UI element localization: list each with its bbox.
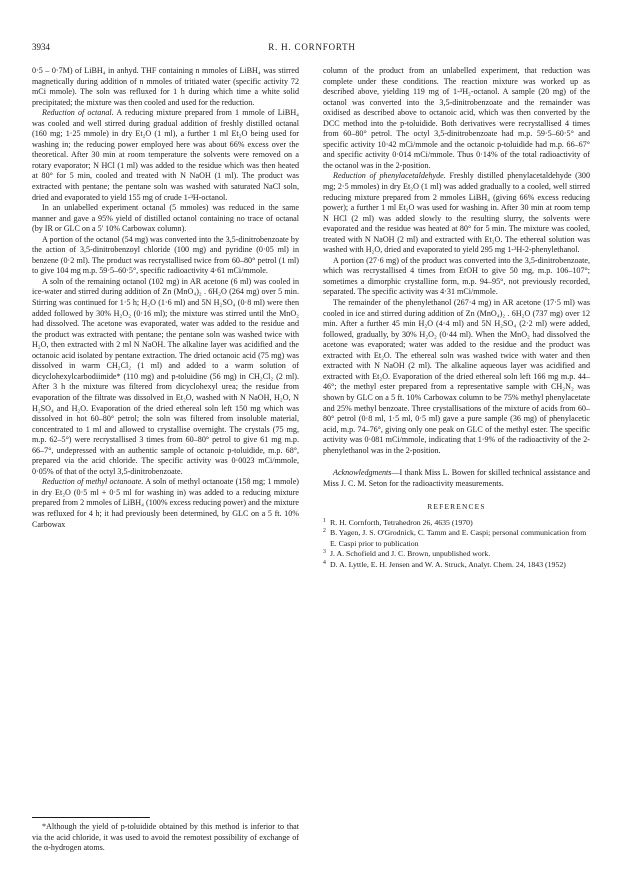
- reference-item: [323, 549, 590, 559]
- page-header: [32, 40, 592, 54]
- paragraph-oxidation-phenylethanol: The remainder of the phenylethanol (267·4 mg) in AR acetone (17·5 ml) was cooled in ice and stirred during addition of Zn (MnO₄)₂ . 6H₂O (737 mg) over 12 min. After a further 45 min H₂O (4·4 ml) and 5N H₂SO₄ (2·2 ml) were added, followed, gradually, by 30% H₂O₂ (0·44 ml). When the MnO₂ had dissolved the acetone was evaporated; water was added to the residue and the product was extracted with Et₂O. The ethereal soln was washed twice with water and then extracted with N NaOH (2 ml). The alkaline aqueous layer was acidified and extracted with Et₂O. Evaporation of the dried ethereal soln left 166 mg m.p. 44–46°; the methyl ester prepared from a representative sample with CH₂N₂ was shown by GLC on a 5 ft. 10% Carbowax column to be 75% methyl phenylacetate and 25% methyl benzoate. Three crystallisations of the mixture of acids from 60–80° petrol (0·8 ml, 1·5 ml, 0·5 ml) gave a pure sample (36 mg) of phenylacetic acid, m.p. 74–76°, giving only one peak on GLC of the methyl ester. The specific activity was 0·081 mCi/mmole, indicating that 1·9% of the radioactivity of the 2-phenylethanol was in the 2-position.: [323, 298, 590, 455]
- paragraph-reduction-octanal: [32, 108, 299, 203]
- left-column: [32, 66, 299, 530]
- reference-number: 4: [323, 559, 326, 566]
- running-head-author: R. H. CORNFORTH: [268, 42, 356, 52]
- paragraph-dinitrobenzoate: A portion of the octanol (54 mg) was converted into the 3,5-dinitrobenzoate by the action of 3,5-dinitrobenzoyl chloride (100 mg) and pyridine (0·05 ml) in benzene (0·2 ml). The product was recrystallised twice from 60–80° petrol (1 ml) to give 104 mg m.p. 59·5–60·5°, specific radioactivity 4·61 mCi/mmole.: [32, 234, 299, 276]
- paragraph-reduction-phenylacetaldehyde: [323, 171, 590, 255]
- reference-text: J. A. Schofield and J. C. Brown, unpublished work.: [330, 549, 491, 559]
- references-list: [323, 518, 590, 570]
- acknowledgments-heading: Acknowledgments: [333, 468, 392, 478]
- paragraph-dinitrobenzoate-phenylethyl: A portion (27·6 mg) of the product was converted into the 3,5-dinitrobenzoate, which was recrystallised 4 times from EtOH to give 50 mg, m.p. 106–107°; sometimes a dimorphic crystalline form, m.p. 94–95°, not previously recorded, separated. The specific activity was 4·31 mCi/mmole.: [323, 255, 590, 297]
- paragraph-unlabelled-experiment: In an unlabelled experiment octanal (5 mmoles) was reduced in the same manner and gave a 95% yield of distilled octanol containing no trace of octanal (by IR or GLC on a 5' 10% Carbowax column).: [32, 203, 299, 234]
- paragraph-continuation: column of the product from an unlabelled experiment, that reduction was complete under these conditions. The reaction mixture was worked up as described above, yielding 119 mg of 1-³H₂-octanol. A sample (20 mg) of the octanol was converted into the 3,5-dinitrobenzoate and the remainder was oxidised as described above to octanoic acid, which was then converted by the DCC method into the p-toluidide. Both derivatives were recrystallised 4 times from 60–80° petrol. The octyl 3,5-dinitrobenzoate had m.p. 59·5–60·5° and specific activity 10·42 mCi/mmole and the octanoic p-toluidide had m.p. 66–67° and specific activity 0·014 mCi/mmole. Thus 0·14% of the total radioactivity of the octanol was in the 2-position.: [323, 66, 590, 170]
- paragraph-text: A reducing mixture prepared from 1 mmole of LiBH₄ was cooled and well stirred during gradual addition of freshly distilled octanal (160 mg; 1·25 mmole) in dry Et₂O (1 ml), a further 1 ml Et₂O being used for washing in; the reducing power employed here was about 66% excess over the theoretical. After 30 min at room temperature the solvents were removed on a rotary evaporator; N HCl (1 ml) was added to the residue which was then heated at 80° for 5 min, cooled and treated with N NaOH (1 ml). The product was extracted with pentane; the pentane soln was washed with saturated NaCl soln, dried and evaporated to yield 155 mg of crude 1-³H-octanol.: [32, 108, 299, 202]
- acknowledgments-text: —I thank Miss L. Bowen for skilled technical assistance and Miss J. C. M. Seton for the radioactivity measurements.: [323, 468, 590, 488]
- reference-text: R. H. Cornforth, Tetrahedron 26, 4635 (1970): [330, 517, 473, 527]
- right-column: [323, 66, 590, 570]
- reference-text: D. A. Lyttle, E. H. Jensen and W. A. Struck, Analyt. Chem. 24, 1843 (1952): [330, 559, 566, 569]
- reference-item: [323, 560, 590, 570]
- reference-number: 1: [323, 517, 326, 524]
- reference-item: [323, 518, 590, 528]
- references-title: REFERENCES: [427, 502, 486, 512]
- footnote-text: *Although the yield of p-toluidide obtained by this method is inferior to that via the acid chloride, it was used to avoid the remotest possibility of exchange of the α-hydrogen atoms.: [32, 822, 299, 853]
- subheading-reduction-phenylacetaldehyde: Reduction of phenylacetaldehyde.: [333, 171, 446, 181]
- reference-text: B. Yagen, J. S. O'Grodnick, C. Tamm and E. Caspi; personal communication from E. Caspi prior to publication: [330, 528, 587, 548]
- reference-item: [323, 528, 590, 549]
- paragraph-libh4-preparation: 0·5 – 0·7M) of LiBH₄ in anhyd. THF containing n mmoles of LiBH₄ was stirred magnetically during addition of n mmoles of tritiated water (specific activity 72 mCi mmole). The soln was refluxed for 1 h during which time a white solid precipitated; the mixture was then cooled and used for the reduction.: [32, 66, 299, 107]
- reference-number: 2: [323, 528, 326, 535]
- footnote-divider: [32, 817, 150, 818]
- paragraph-oxidation-octanol: A soln of the remaining octanol (102 mg) in AR acetone (6 ml) was cooled in ice-water and stirred during addition of Zn (MnO₄)₂ . 6H₂O (264 mg) over 5 min. Stirring was continued for 1·5 h; H₂O (1·6 ml) and 5N H₂SO₄ (0·8 ml) were then added followed by 30% H₂O₂ (0·16 ml); the mixture was stirred until the MnO₂ had dissolved. The acetone was evaporated, water was added to the residue and the product was extracted with pentane; the pentane soln was washed twice with H₂O, then extracted with 2 ml N NaOH. The alkaline layer was acidified and the octanoic acid isolated by pentane extraction. The dried octanoic acid (75 mg) was dissolved in warm CH₂Cl₂ (1 ml) and added to a warm solution of dicyclohexylcarbodiimide* (110 mg) and p-toluidine (56 mg) in CH₂Cl₂ (2 ml). After 3 h the mixture was filtered from dicyclohexyl urea; the residue from evaporation of the filtrate was dissolved in Et₂O, washed with N NaOH, H₂O, N H₂SO₄ and H₂O. Evaporation of the dried ethereal soln left 150 mg which was dissolved in hot 60–80° petrol; the soln was filtered from insoluble material, concentrated to 1 ml and allowed to crystallise overnight. The crystals (75 mg, m.p. 62–5°) were recrystallised 3 times from 60–80° petrol to give 61 mg m.p. 66–7°, undepressed with an authentic sample of octanoic p-toluidide, m.p. 68°, prepared via the acid chloride. The specific activity was 0·0023 mCi/mmole, 0·05% of that of the octyl 3,5-dinitrobenzoate.: [32, 276, 299, 476]
- footnote: [32, 822, 299, 854]
- subheading-reduction-methyl-octanoate: Reduction of methyl octanoate.: [42, 477, 144, 487]
- acknowledgments: [323, 468, 590, 489]
- page-number: 3934: [32, 42, 50, 52]
- reference-number: 3: [323, 549, 326, 556]
- subheading-reduction-octanal: Reduction of octanal.: [42, 108, 114, 118]
- paragraph-text: Freshly distilled phenylacetaldehyde (300 mg; 2·5 mmoles) in dry Et₂O (1 ml) was added gradually to a cooled, well stirred reducing mixture prepared from 2 mmoles LiBH₄ (giving 66% excess reducing power); a further 1 ml Et₂O was used for washing in. After 30 min at room temp N HCl (2 ml) was added slowly to the resulting slurry, the solvents were evaporated and the residue was heated at 80° for 5 min. The mixture was cooled, treated with N NaOH (2 ml) and extracted with Et₂O. The ethereal solution was washed with H₂O, dried and evaporated to yield 295 mg 1-³H-2-phenylethanol.: [323, 171, 590, 255]
- paragraph-text: A soln of methyl octanoate (158 mg; 1 mmole) in dry Et₂O (0·5 ml + 0·5 ml for washing in) was added to a reducing mixture prepared from 2 mmoles of LiBH₄ (100% excess reducing power) and the mixture was refluxed for 4 h; it had previously been determined, by GLC on a 5 ft. 10% Carbowax: [32, 477, 299, 529]
- paragraph-reduction-methyl-octanoate: [32, 477, 299, 530]
